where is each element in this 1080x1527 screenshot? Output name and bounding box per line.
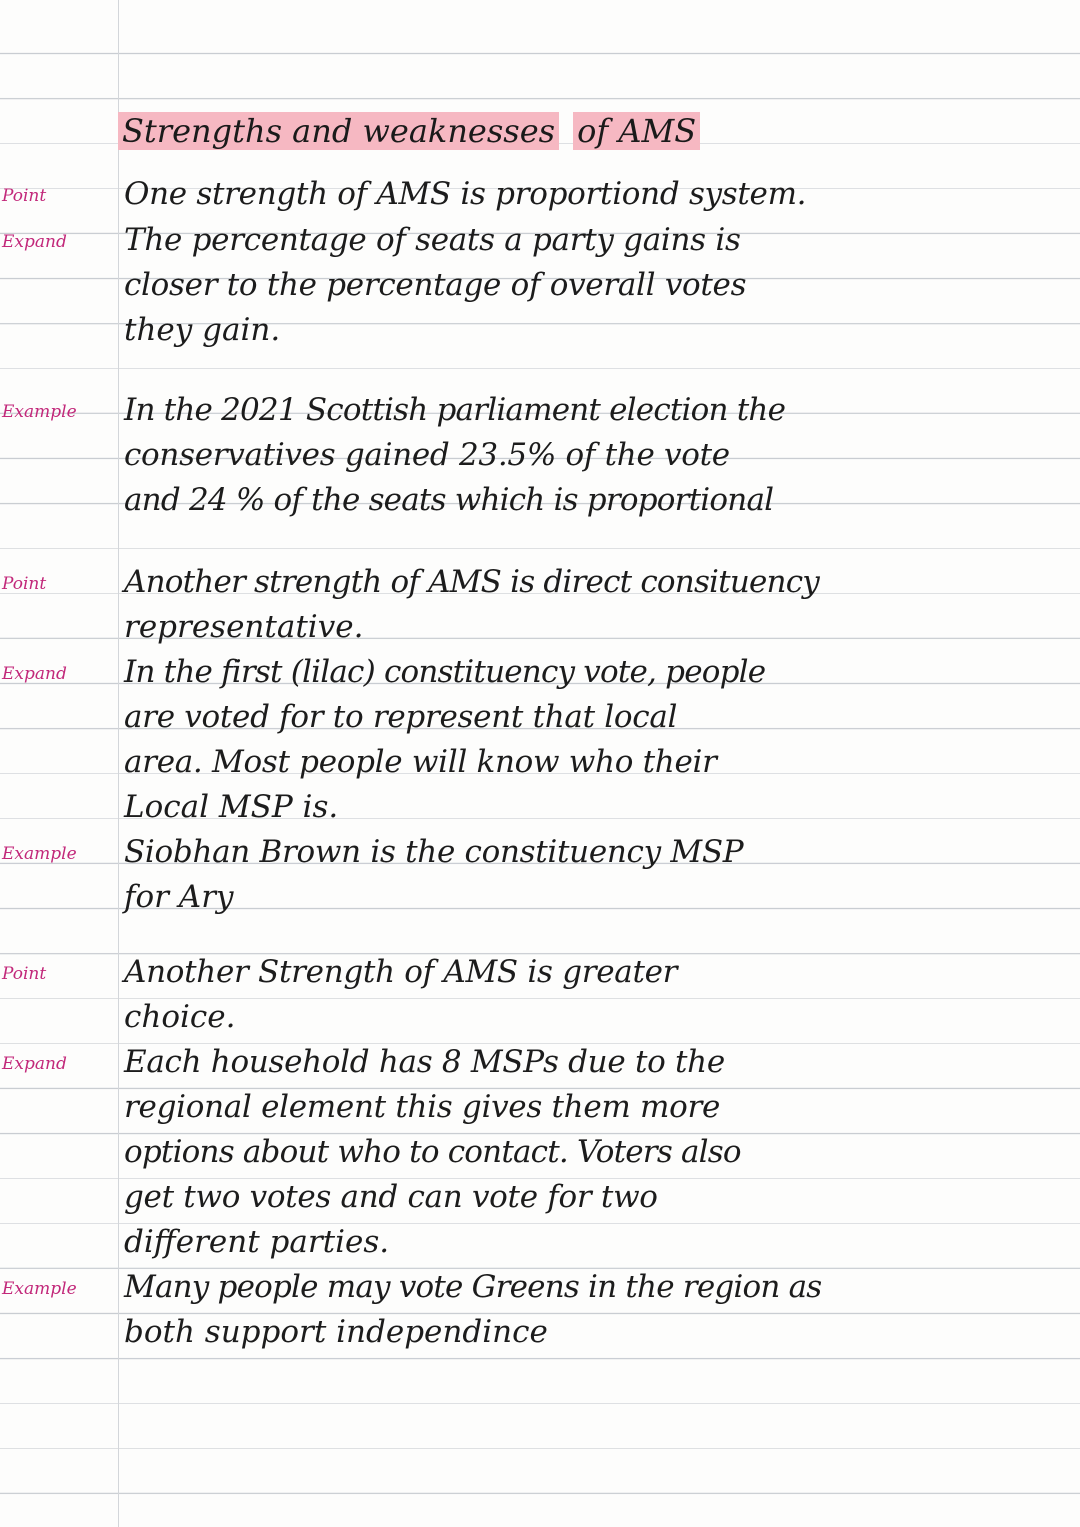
section2-point-line: representative.: [124, 609, 364, 645]
section1-example-line: In the 2021 Scottish parliament election the: [124, 392, 786, 428]
section2-expand-line: In the first (lilac) constituency vote, people: [124, 654, 766, 690]
label-point: Point: [2, 186, 47, 206]
section1-example-line: and 24 % of the seats which is proportional: [124, 482, 774, 518]
label-point: Point: [2, 574, 47, 594]
label-expand: Expand: [2, 664, 67, 684]
section3-expand-line: different parties.: [124, 1224, 390, 1260]
label-expand: Expand: [2, 1054, 67, 1074]
section3-point-line: Another Strength of AMS is greater: [124, 954, 678, 990]
section3-example-line: Many people may vote Greens in the region as: [124, 1269, 822, 1305]
section1-expand-line: The percentage of seats a party gains is: [124, 222, 741, 258]
section1-example-line: conservatives gained 23.5% of the vote: [124, 437, 730, 473]
section3-example-line: both support independince: [124, 1314, 548, 1350]
section3-expand-line: Each household has 8 MSPs due to the: [124, 1044, 725, 1080]
title-main: Strengths and weaknesses: [118, 112, 559, 150]
section2-point-line: Another strength of AMS is direct consituency: [124, 564, 819, 600]
section3-expand-line: get two votes and can vote for two: [124, 1179, 658, 1215]
page-title: [118, 112, 700, 150]
section2-example-line: for Ary: [124, 879, 234, 915]
section1-expand-line: they gain.: [124, 312, 281, 348]
title-suffix: of AMS: [573, 112, 700, 150]
section3-expand-line: regional element this gives them more: [124, 1089, 721, 1125]
margin-line: [118, 0, 119, 1527]
section2-example-line: Siobhan Brown is the constituency MSP: [124, 834, 744, 870]
section3-expand-line: options about who to contact. Voters also: [124, 1134, 741, 1170]
section2-expand-line: are voted for to represent that local: [124, 699, 678, 735]
label-example: Example: [2, 402, 77, 422]
section1-expand-line: closer to the percentage of overall votes: [124, 267, 747, 303]
label-expand: Expand: [2, 232, 67, 252]
label-example: Example: [2, 1279, 77, 1299]
label-example: Example: [2, 844, 77, 864]
section3-point-line: choice.: [124, 999, 236, 1035]
section1-point-line: One strength of AMS is proportiond system.: [124, 176, 807, 212]
label-point: Point: [2, 964, 47, 984]
section2-expand-line: Local MSP is.: [124, 789, 339, 825]
section2-expand-line: area. Most people will know who their: [124, 744, 717, 780]
